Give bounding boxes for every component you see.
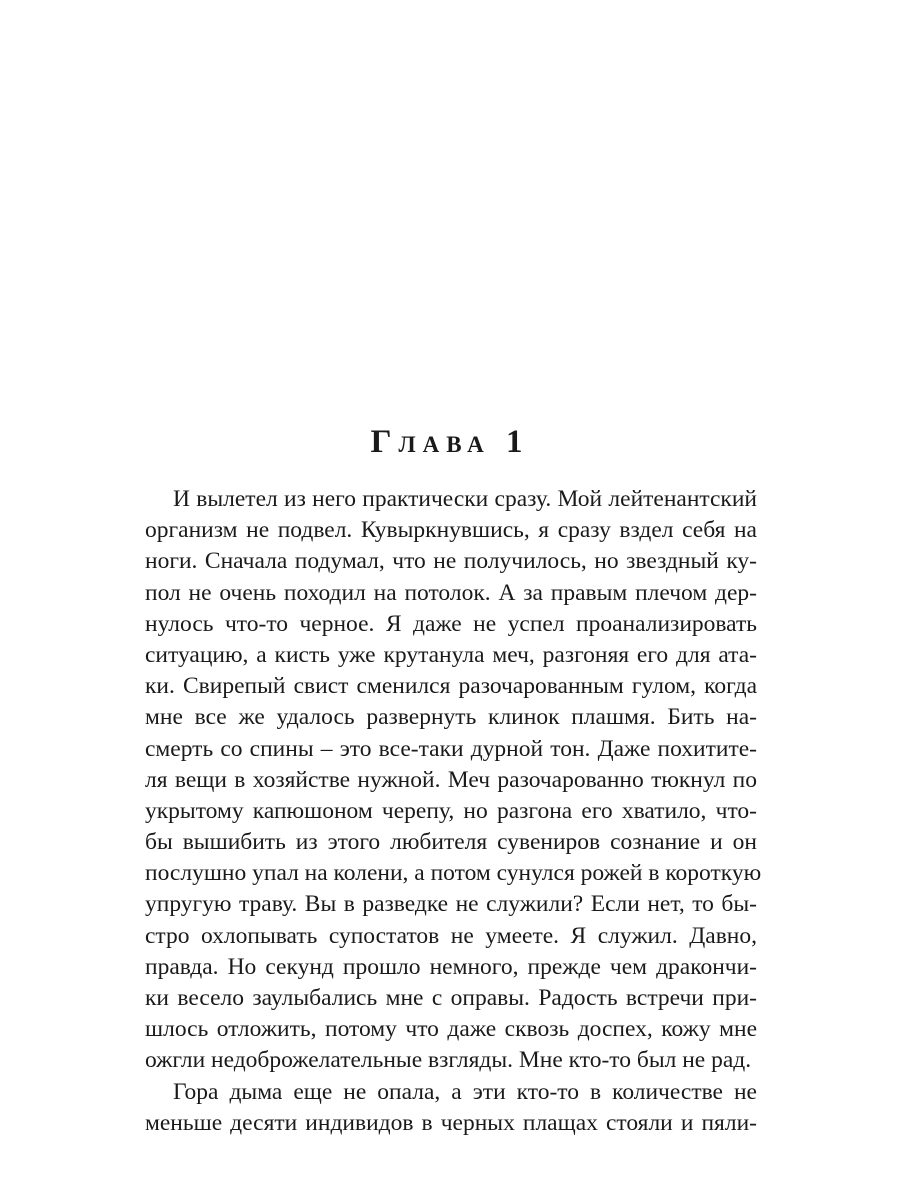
paragraph-1-line-1: И вылетел из него практически сразу. Мой лейтенантский (173, 486, 757, 512)
paragraph-1-line-8: мне все же удалось развернуть клинок плашмя. Бить на- (145, 704, 757, 731)
paragraph-1-line-17: ки весело заулыбались мне с оправы. Радость встречи при- (145, 985, 757, 1011)
chapter-title: Глава 1 (370, 424, 530, 460)
paragraph-1-line-3: ноги. Сначала подумал, что не получилось, но звездный ку- (145, 548, 757, 575)
paragraph-1-line-2: организм не подвел. Кувыркнувшись, я сразу вздел себя на (145, 517, 757, 544)
paragraph-1-line-10: ля вещи в хозяйстве нужной. Меч разочарованно тюкнул по (145, 766, 757, 793)
paragraph-1-line-16: правда. Но секунд прошло немного, прежде чем дракончи- (145, 953, 757, 980)
body-text (145, 484, 762, 1139)
paragraph-1-line-14: упругую траву. Вы в разведке не служили? Если нет, то бы- (145, 891, 757, 918)
paragraph-1-line-19: ожгли недоброжелательные взгляды. Мне кто-то был не рад. (145, 1047, 752, 1074)
paragraph-1-line-18: шлось отложить, потому что даже сквозь доспех, кожу мне (145, 1016, 757, 1043)
paragraph-1-line-9: смерть со спины – это все-таки дурной тон. Даже похитите- (145, 735, 757, 762)
paragraph-1-line-12: бы вышибить из этого любителя сувениров сознание и он (145, 829, 757, 856)
paragraph-2-line-2: меньше десяти индивидов в черных плащах стояли и пяли- (145, 1109, 757, 1136)
paragraph-1-line-4: пол не очень походил на потолок. А за правым плечом дер- (145, 579, 757, 606)
paragraph-1-line-11: укрытому капюшоном черепу, но разгона его хватило, что- (145, 797, 757, 824)
paragraph-1-line-7: ки. Свирепый свист сменился разочарованным гулом, когда (145, 673, 757, 700)
paragraph-1-line-5: нулось что-то черное. Я даже не успел проанализировать (145, 610, 757, 637)
paragraph-2-line-1: Гора дыма еще не опала, а эти кто-то в количестве не (173, 1078, 757, 1105)
paragraph-1-line-15: стро охлопывать супостатов не умеете. Я служил. Давно, (145, 922, 757, 949)
paragraph-1-line-13: послушно упал на колени, а потом сунулся рожей в короткую (145, 860, 762, 887)
paragraph-1-line-6: ситуацию, а кисть уже крутанула меч, разгоняя его для ата- (145, 641, 757, 668)
